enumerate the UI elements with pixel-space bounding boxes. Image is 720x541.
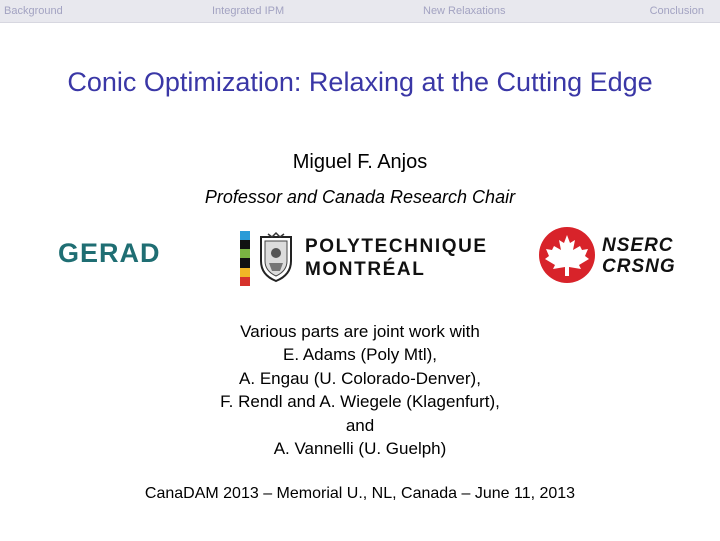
gerad-logo: GERAD [58,238,161,268]
nserc-logo-line1: NSERC [602,235,674,256]
nav-link-integrated-ipm[interactable]: Integrated IPM [212,5,285,17]
author-affiliation: Professor and Canada Research Chair [204,187,516,207]
slide-title: Conic Optimization: Relaxing at the Cutting Edge [67,67,653,97]
nav-link-background[interactable]: Background [4,5,63,17]
collaborator-line: F. Rendl and A. Wiegele (Klagenfurt), [220,392,500,412]
collaborators-intro: Various parts are joint work with [240,322,480,341]
nav-link-conclusion[interactable]: Conclusion [649,5,704,17]
seal-icon [258,231,294,283]
polytechnique-logo-line2: MONTRÉAL [305,259,426,280]
collaborators-block [0,320,720,460]
collaborator-line: A. Engau (U. Colorado-Denver), [239,368,481,388]
maple-leaf-icon [538,226,596,284]
collaborator-line: A. Vannelli (U. Guelph) [273,439,447,459]
nav-link-new-relaxations[interactable]: New Relaxations [423,5,506,17]
author-name: Miguel F. Anjos [292,151,428,173]
navigation-bar [0,0,720,23]
collaborator-line: E. Adams (Poly Mtl), [283,345,437,365]
collaborator-line: and [345,415,375,435]
polytechnique-color-bar [240,231,250,286]
polytechnique-logo-line1: POLYTECHNIQUE [305,236,488,257]
conference-footer: CanaDAM 2013 – Memorial U., NL, Canada – June 11, 2013 [144,485,576,502]
nserc-logo-line2: CRSNG [602,256,676,277]
